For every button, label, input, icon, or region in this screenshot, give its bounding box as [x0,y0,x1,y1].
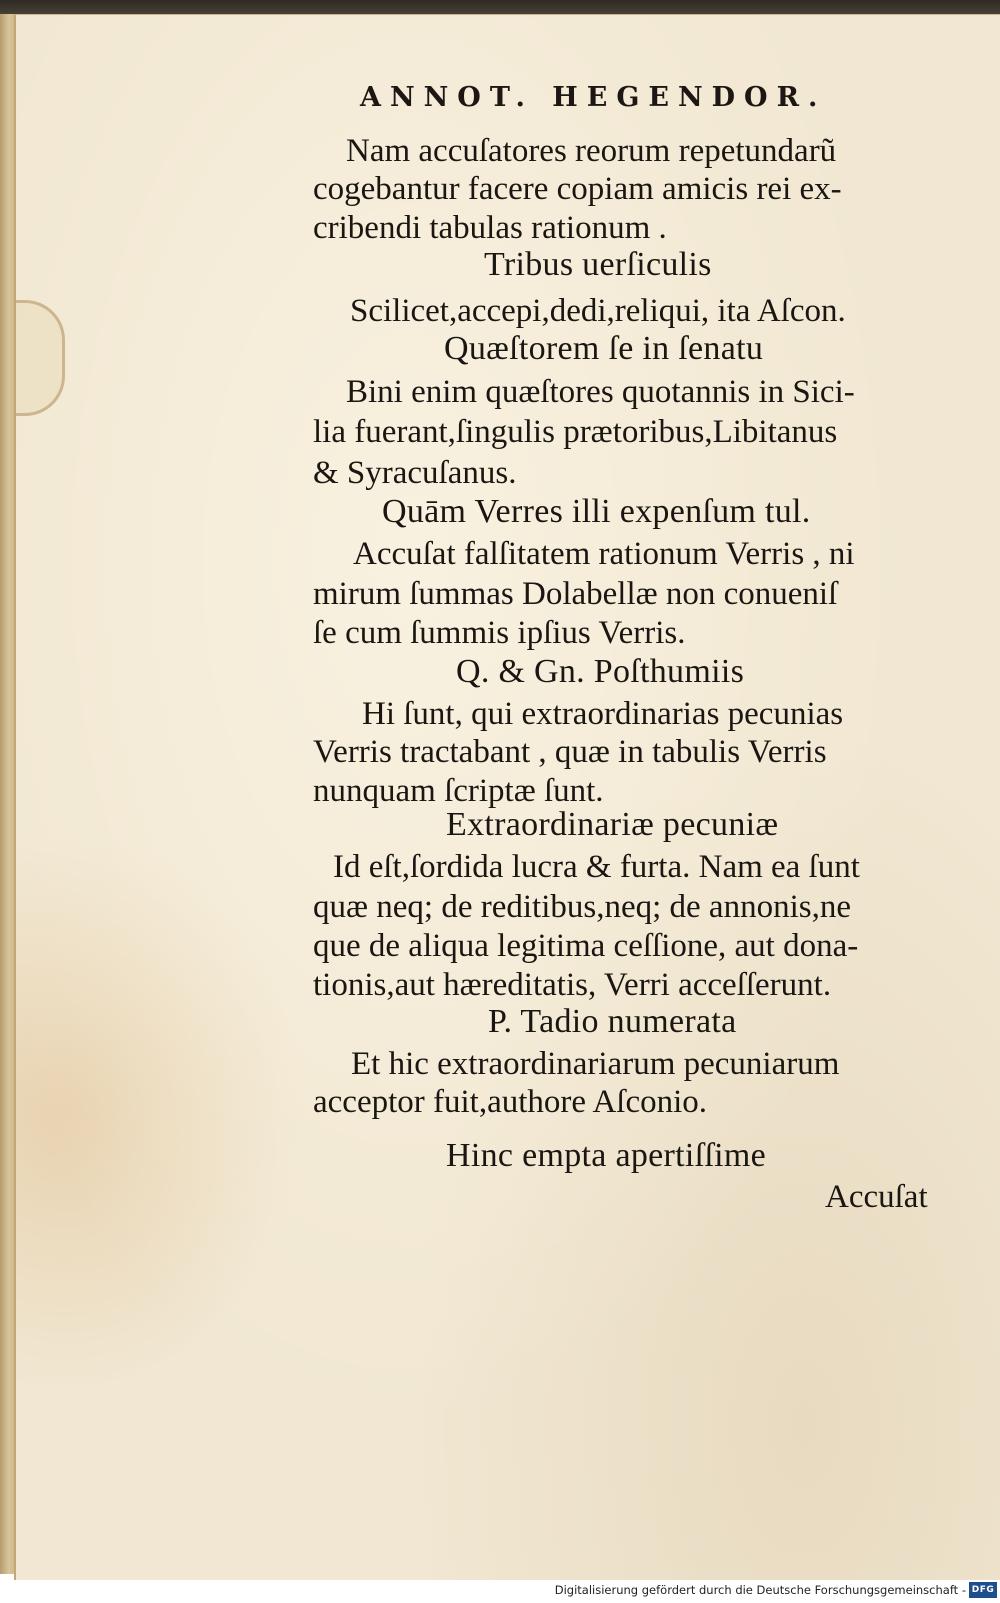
text-line-20: quæ neq; de reditibus,neq; de annonis,ne [313,889,851,925]
text-line-2: cogebantur facere copiam amicis rei ex- [313,171,842,207]
text-line-12: mirum ſummas Dolabellæ non conueniſ [313,576,838,612]
lemma-heading-7: Hinc empta apertiſſime [446,1137,767,1174]
dfg-credit-text: Digitalisierung gefördert durch die Deutsche Forschungsgemeinschaft - [554,1583,966,1597]
catchword: Accuſat [825,1179,928,1215]
lemma-heading-5: Extraordinariæ pecuniæ [446,806,779,843]
text-line-19: Id eſt,ſordida lucra & furta. Nam ea ſunt [333,849,860,885]
text-line-16: Verris tractabant , quæ in tabulis Verris [313,734,827,770]
text-line-5: Scilicet,accepi,dedi,reliqui, ita Aſcon. [350,293,846,329]
lemma-heading-4: Q. & Gn. Poſthumiis [456,653,745,690]
text-line-11: Accuſat falſitatem rationum Verris , ni [353,536,855,572]
text-line-3: cribendi tabulas rationum . [313,210,667,246]
lemma-heading-3: Quām Verres illi expenſum tul. [382,493,811,530]
text-line-9: & Syracuſanus. [313,455,517,491]
lemma-heading-2: Quæſtorem ſe in ſenatu [444,330,764,367]
text-line-22: tionis,aut hæreditatis, Verri acceſſerunt. [313,967,832,1003]
text-line-24: Et hic extraordinariarum pecuniarum [351,1046,840,1082]
text-line-13: ſe cum ſummis ipſius Verris. [313,615,686,651]
text-line-1: Nam accuſatores reorum repetundarũ [346,133,837,169]
text-line-8: lia fuerant,ſingulis prætoribus,Libitanus [313,414,838,450]
text-line-17: nunquam ſcriptæ ſunt. [313,773,604,809]
lemma-heading-1: Tribus uerſiculis [484,246,712,283]
text-line-25: acceptor fuit,authore Aſconio. [313,1084,708,1120]
running-head: ANNOT. HEGENDOR. [360,82,827,113]
digitization-footer [0,1580,1000,1603]
text-line-7: Bini enim quæſtores quotannis in Sici- [346,374,855,410]
dfg-logo: DFG [969,1582,997,1598]
text-line-21: que de aliqua legitima ceſſione, aut dona- [313,928,859,964]
lemma-heading-6: P. Tadio numerata [488,1003,737,1040]
text-line-15: Hi ſunt, qui extraordinarias pecunias [362,696,844,732]
